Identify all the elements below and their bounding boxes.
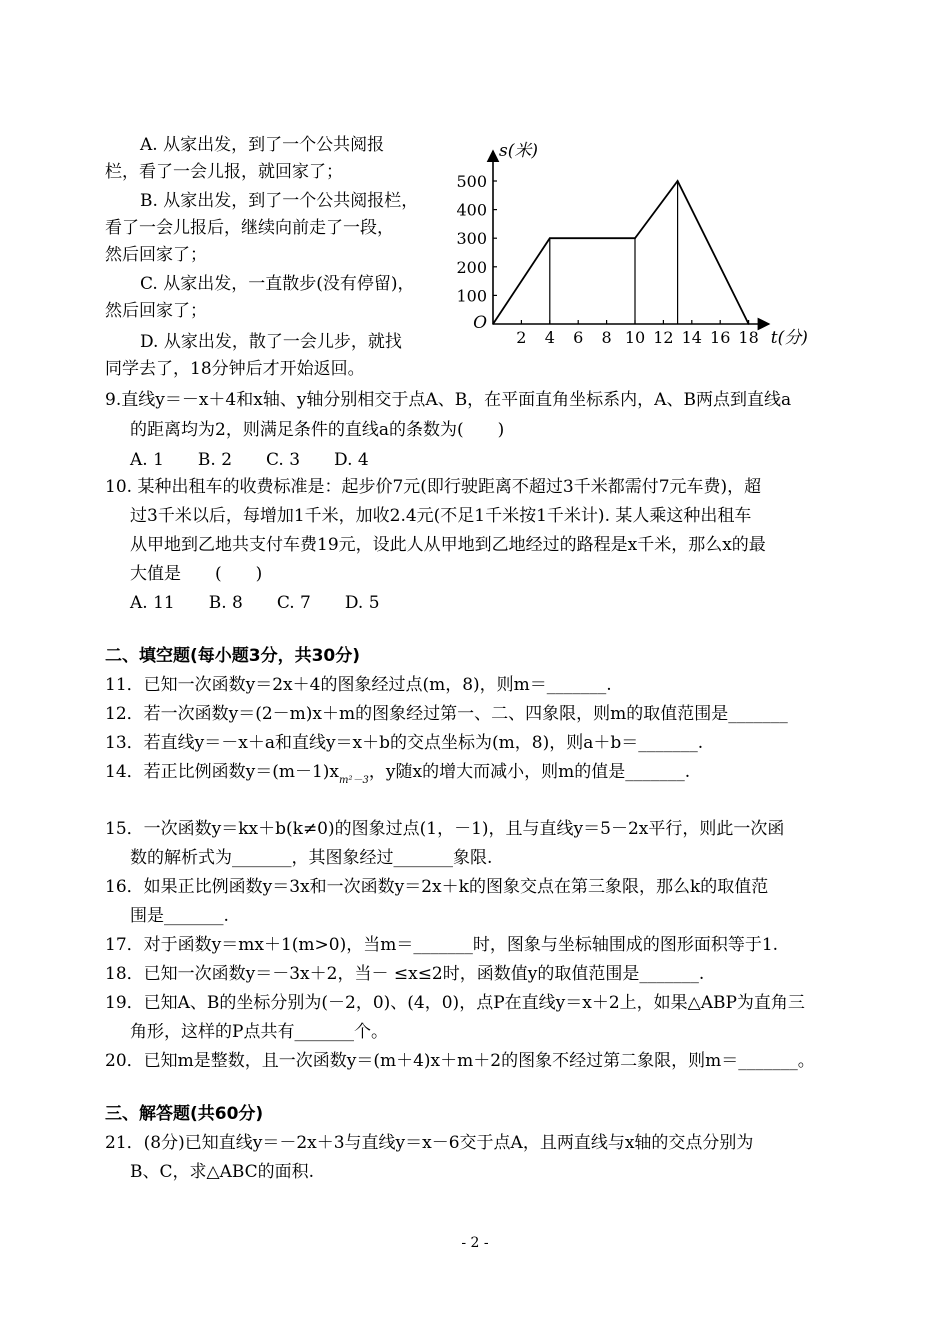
y-tick-label: 300 bbox=[456, 229, 487, 249]
q8-option-b-line1: B. 从家出发，到了一个公共阅报栏， bbox=[140, 191, 419, 211]
data-point bbox=[549, 237, 551, 239]
q14-part-b: ，y随x的增大而减小，则m的值是_______. bbox=[368, 762, 691, 782]
q19-line2: 角形，这样的P点共有_______个。 bbox=[130, 1022, 388, 1042]
y-tick-label: 100 bbox=[456, 286, 487, 306]
q20: 20．已知m是整数，且一次函数y＝(m＋4)x＋m＋2的图象不经过第二象限，则m＝_______。 bbox=[105, 1051, 815, 1071]
q8-option-c-line1: C. 从家出发，一直散步(没有停留)， bbox=[140, 274, 415, 294]
x-axis-title: t(分) bbox=[770, 328, 808, 348]
q14 bbox=[105, 761, 690, 792]
x-tick-label: 6 bbox=[573, 328, 584, 347]
q21-line2: B、C，求△ABC的面积. bbox=[130, 1162, 315, 1182]
q8-option-d-line2: 同学去了，18分钟后才开始返回。 bbox=[105, 359, 365, 379]
distance-time-chart bbox=[456, 130, 820, 355]
q8-option-b-line3: 然后回家了； bbox=[105, 245, 207, 265]
q13: 13．若直线y＝－x＋a和直线y＝x＋b的交点坐标为(m，8)，则a＋b＝_______. bbox=[105, 733, 704, 753]
q8-option-a-line1: A. 从家出发，到了一个公共阅报 bbox=[140, 135, 385, 155]
q10-line2: 过3千米以后，每增加1千米，加收2.4元(不足1千米按1千米计). 某人乘这种出租车 bbox=[130, 506, 752, 526]
q10-options: A. 11 B. 8 C. 7 D. 5 bbox=[130, 593, 380, 613]
x-tick-label: 10 bbox=[624, 328, 646, 347]
q8-option-b-line2: 看了一会儿报后，继续向前走了一段， bbox=[105, 218, 394, 238]
q8-option-a-line2: 栏，看了一会儿报，就回家了； bbox=[105, 162, 343, 182]
section2-title: 二、填空题(每小题3分，共30分) bbox=[105, 646, 361, 666]
q9-line2: 的距离均为2，则满足条件的直线a的条数为( ) bbox=[130, 420, 505, 440]
y-axis-title: s(米) bbox=[499, 141, 538, 161]
data-point bbox=[492, 323, 494, 325]
data-point bbox=[748, 323, 750, 325]
q17: 17．对于函数y＝mx＋1(m>0)，当m＝_______时，图象与坐标轴围成的图形面积等于1. bbox=[105, 935, 779, 955]
q16-line2: 围是_______. bbox=[130, 906, 229, 926]
q10-line3: 从甲地到乙地共支付车费19元，设此人从甲地到乙地经过的路程是x千米，那么x的最 bbox=[130, 535, 766, 555]
x-tick-label: 14 bbox=[681, 328, 702, 347]
q15-line1: 15．一次函数y＝kx＋b(k≠0)的图象过点(1，－1)，且与直线y＝5－2x平行，则此一次函 bbox=[105, 819, 785, 839]
section3-title: 三、解答题(共60分) bbox=[105, 1104, 264, 1124]
q8-option-d-line1: D. 从家出发，散了一会儿步，就找 bbox=[140, 332, 402, 352]
q19-line1: 19．已知A、B的坐标分别为(－2，0)、(4，0)，点P在直线y＝x＋2上，如果△ABP为直角三 bbox=[105, 993, 805, 1013]
q10-line4: 大值是 ( ) bbox=[130, 564, 263, 584]
x-tick-label: 18 bbox=[738, 328, 759, 347]
q14-exponent: m²－3 bbox=[339, 775, 369, 786]
x-tick-label: 2 bbox=[516, 328, 527, 347]
q12: 12．若一次函数y＝(2－m)x＋m的图象经过第一、二、四象限，则m的取值范围是_______ bbox=[105, 704, 788, 724]
page-number: - 2 - bbox=[461, 1235, 489, 1251]
q15-line2: 数的解析式为_______，其图象经过_______象限. bbox=[130, 848, 493, 868]
y-tick-label: 200 bbox=[456, 257, 487, 277]
x-tick-label: 8 bbox=[601, 328, 612, 347]
x-tick-label: 12 bbox=[653, 328, 674, 347]
x-tick-label: 16 bbox=[710, 328, 731, 347]
q9-line1: 9.直线y＝－x＋4和x轴、y轴分别相交于点A、B，在平面直角坐标系内，A、B两点到直线a bbox=[105, 390, 792, 410]
q9-options: A. 1 B. 2 C. 3 D. 4 bbox=[130, 450, 369, 470]
q10-line1: 10. 某种出租车的收费标准是：起步价7元(即行驶距离不超过3千米都需付7元车费)，超 bbox=[105, 477, 762, 497]
data-point bbox=[634, 237, 636, 239]
distance-series-line bbox=[493, 181, 749, 324]
y-tick-label: 400 bbox=[456, 200, 487, 220]
y-tick-label: 500 bbox=[456, 172, 487, 191]
data-point bbox=[677, 180, 679, 182]
origin-label: O bbox=[473, 313, 487, 333]
x-tick-label: 4 bbox=[544, 328, 555, 347]
q8-option-c-line2: 然后回家了； bbox=[105, 301, 207, 321]
q14-part-a: 14．若正比例函数y＝(m－1)x bbox=[105, 762, 340, 782]
q11: 11．已知一次函数y＝2x＋4的图象经过点(m，8)，则m＝_______. bbox=[105, 675, 612, 695]
q16-line1: 16．如果正比例函数y＝3x和一次函数y＝2x＋k的图象交点在第三象限，那么k的取值范 bbox=[105, 877, 769, 897]
q21-line1: 21．(8分)已知直线y＝－2x＋3与直线y＝x－6交于点A，且两直线与x轴的交点分别为 bbox=[105, 1133, 754, 1153]
q18: 18．已知一次函数y＝－3x＋2，当－ ≤x≤2时，函数值y的取值范围是_______. bbox=[105, 964, 705, 984]
